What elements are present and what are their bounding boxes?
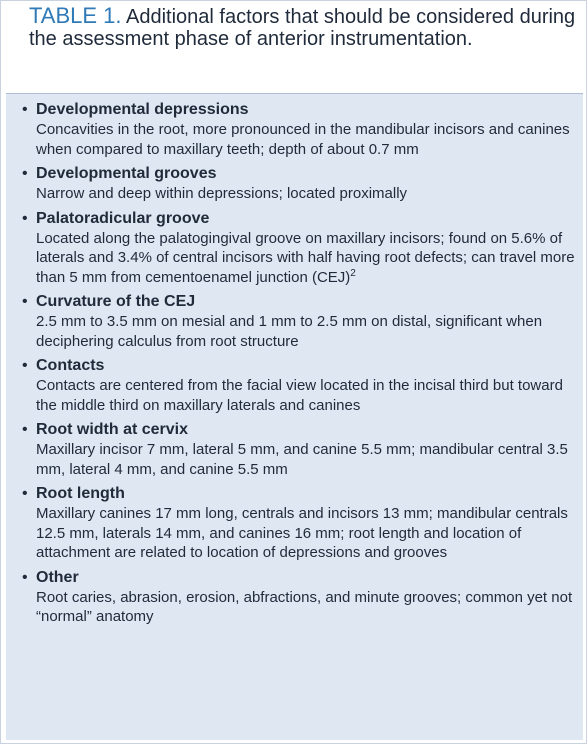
list-item (22, 209, 576, 288)
item-title: Developmental depressions (36, 101, 249, 118)
table-caption (29, 5, 579, 50)
list-item (22, 292, 576, 351)
item-text-with-reference (36, 229, 576, 288)
item-text: Maxillary canines 17 mm long, centrals and incisors 13 mm; mandibular centrals 12.5 mm, laterals 14 mm, and canines 16 mm; root length and location of attachment are related to location of depressions and grooves (36, 505, 568, 561)
item-text: Contacts are centered from the facial view located in the incisal third but toward the middle third on maxillary laterals and canines (36, 377, 563, 414)
item-text: Root caries, abrasion, erosion, abfractions, and minute grooves; common yet not “normal” anatomy (36, 588, 573, 625)
bullet-icon: • (22, 293, 28, 310)
list-item (22, 356, 576, 415)
list-item (22, 420, 576, 479)
reference-superscript: 2 (350, 267, 356, 279)
bullet-icon: • (22, 101, 28, 118)
item-title: Other (36, 568, 79, 586)
item-title: Developmental grooves (36, 165, 217, 182)
caption-text: Additional factors that should be considered during the assessment phase of anterior instrumentation. (29, 6, 576, 50)
item-title: Root width at cervix (36, 421, 189, 438)
item-title: Palatoradicular groove (36, 209, 210, 227)
bullet-icon: • (22, 209, 28, 227)
item-text: Located along the palatogingival groove on maxillary incisors; found on 5.6% of laterals and 3.4% of central incisors with half having root defects; can travel more than 5 mm from cementoenamel junction (CEJ) (36, 229, 575, 286)
table-body-panel (6, 93, 583, 740)
item-text: Narrow and deep within depressions; located proximally (36, 185, 408, 202)
bullet-icon: • (22, 357, 28, 374)
table-label: TABLE 1. (29, 3, 122, 28)
bullet-icon: • (22, 485, 28, 502)
list-item (22, 100, 576, 159)
item-text: Maxillary incisor 7 mm, lateral 5 mm, and canine 5.5 mm; mandibular central 3.5 mm, lateral 4 mm, and canine 5.5 mm (36, 441, 568, 478)
factor-list (22, 100, 576, 632)
item-title: Contacts (36, 357, 105, 374)
item-text: 2.5 mm to 3.5 mm on mesial and 1 mm to 2.5 mm on distal, significant when deciphering calculus from root structure (36, 313, 543, 350)
bullet-icon: • (22, 165, 28, 182)
item-text: Concavities in the root, more pronounced in the mandibular incisors and canines when compared to maxillary teeth; depth of about 0.7 mm (36, 121, 570, 158)
bullet-icon: • (22, 568, 28, 586)
list-item (22, 164, 576, 204)
bullet-icon: • (22, 421, 28, 438)
item-title: Curvature of the CEJ (36, 293, 196, 310)
list-item (22, 484, 576, 563)
item-title: Root length (36, 485, 125, 502)
list-item (22, 568, 576, 627)
